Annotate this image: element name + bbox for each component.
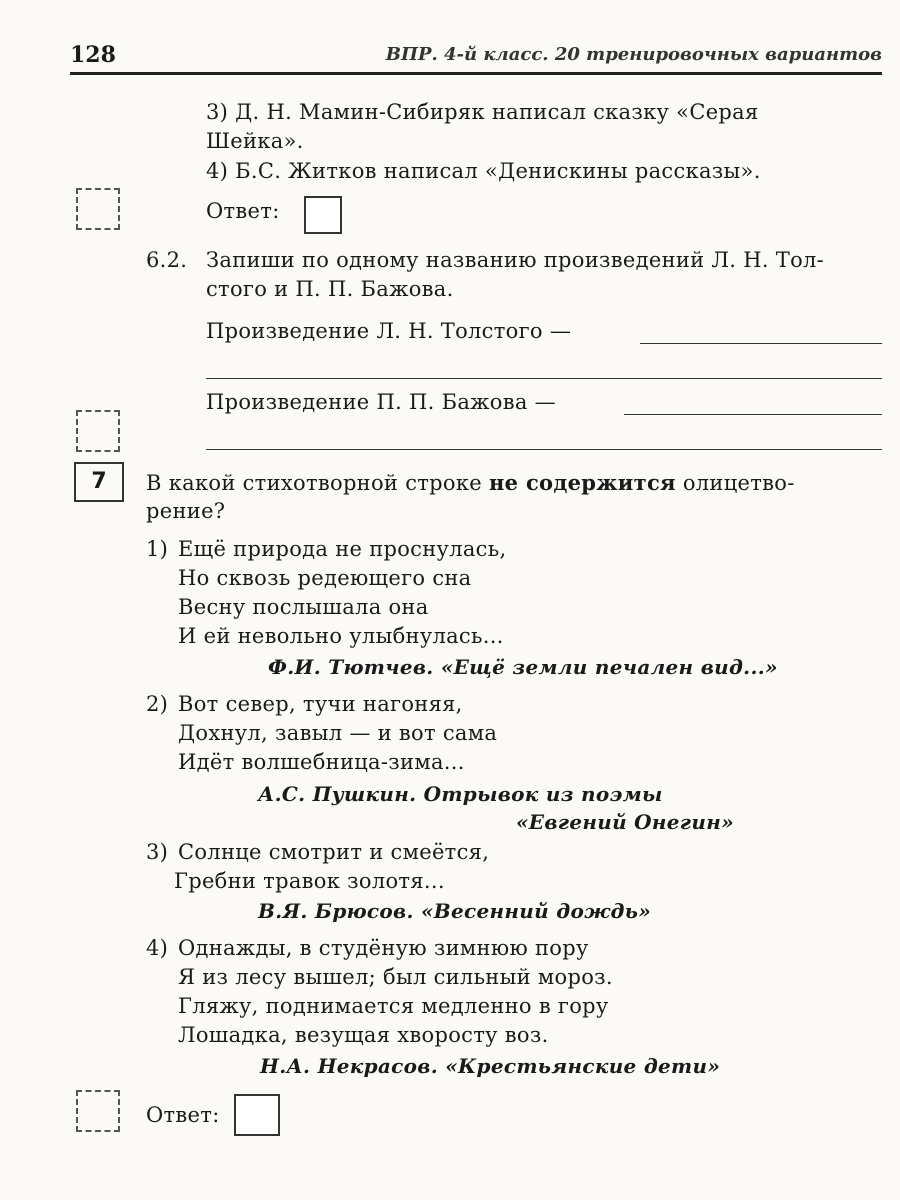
option-2-line: Дохнул, завыл — и вот сама <box>178 721 498 745</box>
task7-answer-box[interactable] <box>234 1094 280 1136</box>
option-3-line: Гребни травок золотя... <box>174 869 445 893</box>
task6-2-field-1-line-2[interactable] <box>206 378 882 379</box>
task6-2-prompt-line-1: Запиши по одному названию произведений Л. Н. Тол- <box>206 248 825 272</box>
option-4-marker: 4) <box>146 936 169 960</box>
option-2-source: А.С. Пушкин. Отрывок из поэмы <box>258 782 663 806</box>
option-1-line: И ей невольно улыбнулась... <box>178 624 504 648</box>
task7-answer-label: Ответ: <box>146 1103 220 1127</box>
task6-2-field-2-label: Произведение П. П. Бажова — <box>206 390 556 414</box>
task6-1-answer-label: Ответ: <box>206 199 280 223</box>
option-4-line: Однажды, в студёную зимнюю пору <box>178 936 589 960</box>
option-1-source: Ф.И. Тютчев. «Ещё земли печален вид...» <box>268 655 778 679</box>
option-3-marker: 3) <box>146 840 169 864</box>
score-box-7 <box>76 1090 120 1132</box>
option-1-line: Ещё природа не проснулась, <box>178 537 507 561</box>
task-7-number: 7 <box>74 462 124 502</box>
header-divider <box>70 72 882 75</box>
task7-prompt-after: олицетво- <box>675 471 795 495</box>
option-2-source: «Евгений Онегин» <box>516 810 734 834</box>
option-1-line: Но сквозь редеющего сна <box>178 566 472 590</box>
task6-2-prompt-line-2: стого и П. П. Бажова. <box>206 277 454 301</box>
task6-1-option-3-line-2: Шейка». <box>206 129 304 153</box>
task7-prompt-line-2: рение? <box>146 499 226 523</box>
task6-2-field-1-label: Произведение Л. Н. Толстого — <box>206 319 572 343</box>
option-4-source: Н.А. Некрасов. «Крестьянские дети» <box>260 1054 721 1078</box>
option-2-marker: 2) <box>146 692 169 716</box>
task6-1-option-4: 4) Б.С. Житков написал «Денискины рассказы». <box>206 159 761 183</box>
option-2-line: Вот север, тучи нагоняя, <box>178 692 463 716</box>
score-box-6-1 <box>76 188 120 230</box>
task6-1-answer-box[interactable] <box>304 196 342 234</box>
task6-2-field-2-line[interactable] <box>624 414 882 415</box>
task6-2-number: 6.2. <box>146 248 188 272</box>
task6-2-field-2-line-2[interactable] <box>206 449 882 450</box>
option-3-source: В.Я. Брюсов. «Весенний дождь» <box>258 899 652 923</box>
option-3-line: Солнце смотрит и смеётся, <box>178 840 490 864</box>
task7-prompt-before: В какой стихотворной строке <box>146 471 489 495</box>
task6-2-field-1-line[interactable] <box>640 343 882 344</box>
option-4-line: Я из лесу вышел; был сильный мороз. <box>178 965 613 989</box>
task7-prompt-line-1 <box>146 468 795 498</box>
option-4-line: Гляжу, поднимается медленно в гору <box>178 994 609 1018</box>
page-number: 128 <box>70 42 116 68</box>
option-1-line: Весну послышала она <box>178 595 429 619</box>
option-1-marker: 1) <box>146 537 169 561</box>
running-title: ВПР. 4-й класс. 20 тренировочных вариантов <box>385 44 882 65</box>
option-4-line: Лошадка, везущая хворосту воз. <box>178 1023 549 1047</box>
option-2-line: Идёт волшебница-зима... <box>178 750 465 774</box>
task7-prompt-emphasis: не содержится <box>489 470 676 495</box>
score-box-6-2 <box>76 410 120 452</box>
task6-1-option-3-line-1: 3) Д. Н. Мамин-Сибиряк написал сказку «Серая <box>206 100 759 124</box>
